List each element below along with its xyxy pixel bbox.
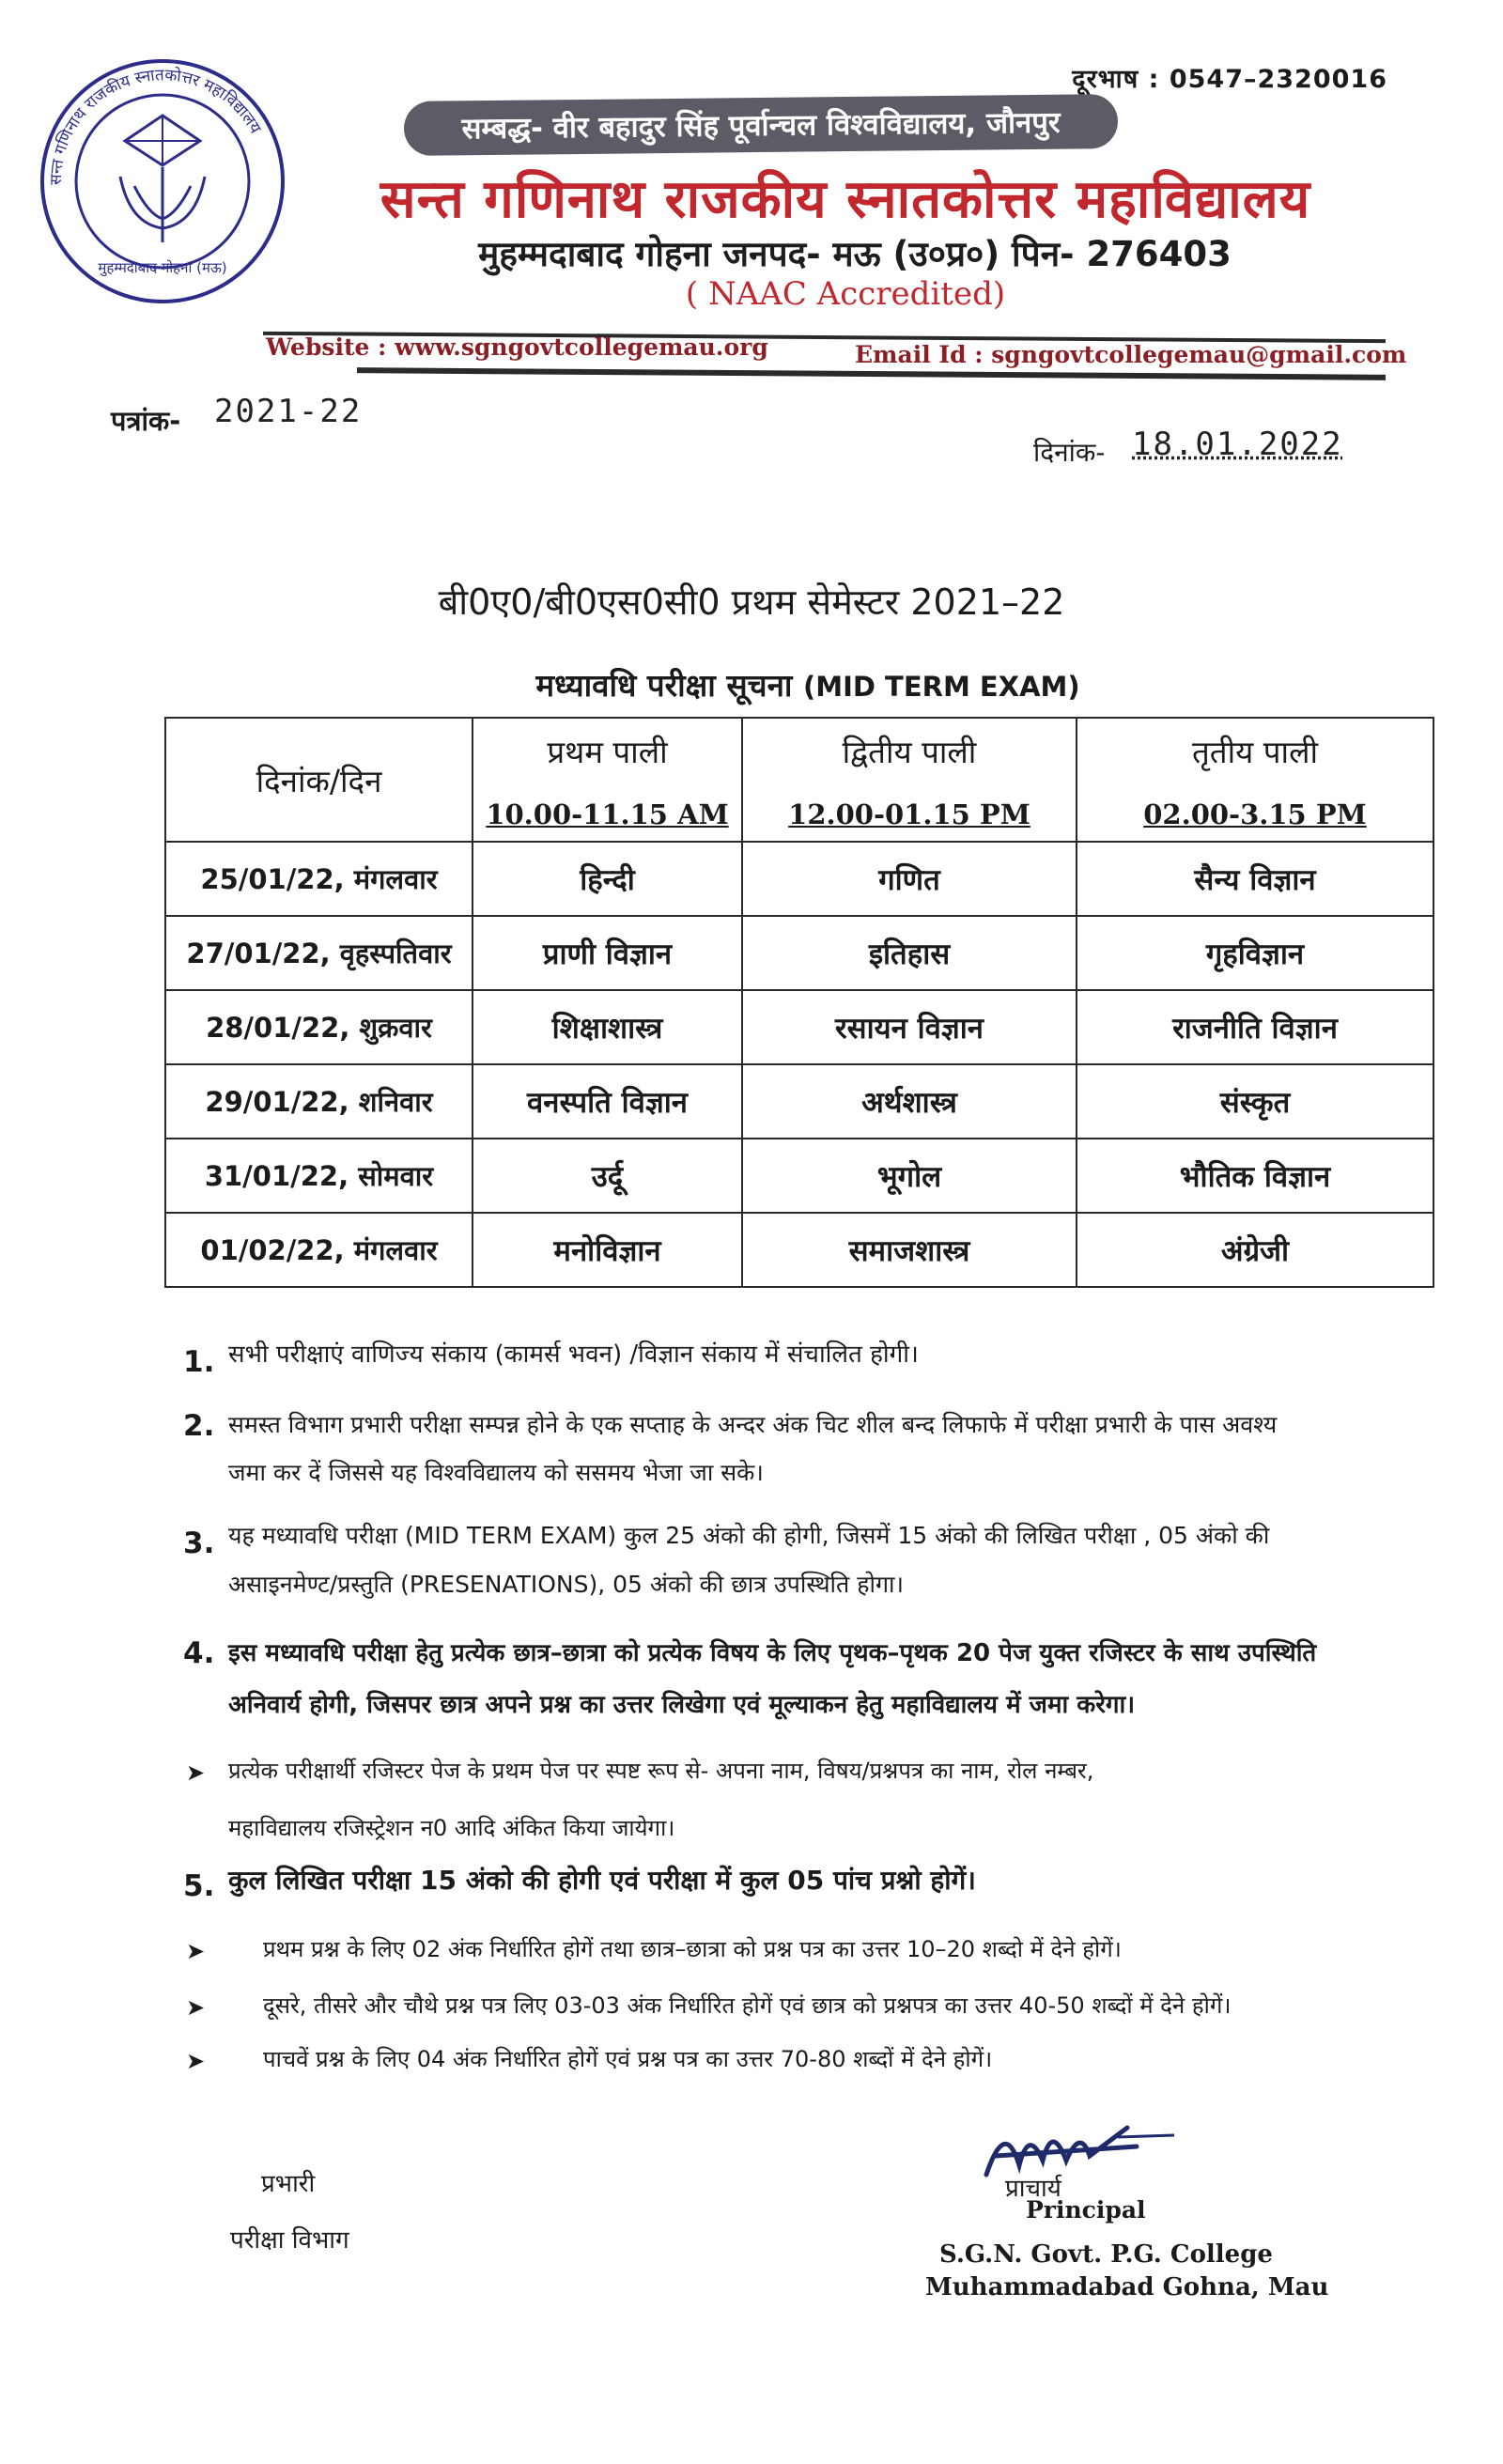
third-shift-subject: राजनीति विज्ञान (1077, 990, 1433, 1064)
shift-name: प्रथम पाली (547, 733, 668, 770)
bullet-arrow-icon: ➤ (186, 1938, 206, 1964)
bullet-arrow-icon: ➤ (186, 1759, 206, 1786)
reference-label: पत्रांक- (111, 405, 181, 437)
notice-title-hindi: मध्यावधि परीक्षा सूचना (535, 667, 793, 704)
note-2-line-2: जमा कर दें जिससे यह विश्वविद्यालय को ससमय भेजा जा सके। (228, 1459, 764, 1486)
college-name-english: S.G.N. Govt. P.G. College (939, 2240, 1273, 2269)
second-shift-subject: समाजशास्त्र (742, 1213, 1077, 1287)
incharge-label: प्रभारी (261, 2170, 316, 2198)
college-name: सन्त गणिनाथ राजकीय स्नातकोत्तर महाविद्यालय (380, 169, 1311, 230)
note-number: 4. (183, 1636, 215, 1670)
first-shift-subject: हिन्दी (473, 842, 742, 916)
third-shift-subject: संस्कृत (1077, 1064, 1433, 1139)
header-first-shift (473, 718, 742, 842)
first-shift-subject: प्राणी विज्ञान (473, 916, 742, 990)
bullet-1-line-1: प्रत्येक परीक्षार्थी रजिस्टर पेज के प्रथम पेज पर स्पष्ट रूप से- अपना नाम, विषय/प्रश्नपत्र का नाम, रोल नम्बर, (228, 1758, 1094, 1784)
shift-name: तृतीय पाली (1191, 733, 1318, 770)
row-date: 31/01/22, सोमवार (165, 1139, 473, 1213)
college-address: मुहम्मदाबाद गोहना जनपद- मऊ (उ०प्र०) पिन- 276403 (478, 234, 1232, 274)
semester-title: बी0ए0/बी0एस0सी0 प्रथम सेमेस्टर 2021–22 (438, 581, 1065, 623)
row-date: 27/01/22, वृहस्पतिवार (165, 916, 473, 990)
first-shift-subject: मनोविज्ञान (473, 1213, 742, 1287)
shift-time: 10.00-11.15 AM (486, 798, 729, 830)
note-2-line-1: समस्त विभाग प्रभारी परीक्षा सम्पन्न होने के एक सप्ताह के अन्दर अंक चिट शील बन्द लिफाफे में परीक्षा प्रभारी के पास अवश्य (228, 1411, 1278, 1438)
table-row (165, 842, 1433, 916)
row-date: 28/01/22, शुक्रवार (165, 990, 473, 1064)
note-number: 2. (183, 1409, 215, 1443)
svg-text:मुहम्मदाबाद गोहना (मऊ): मुहम्मदाबाद गोहना (मऊ) (98, 259, 227, 276)
header-third-shift (1077, 718, 1433, 842)
third-shift-subject: अंग्रेजी (1077, 1213, 1433, 1287)
reference-number: 2021-22 (214, 393, 363, 430)
table-row (165, 916, 1433, 990)
note-1: सभी परीक्षाएं वाणिज्य संकाय (कामर्स भवन) /विज्ञान संकाय में संचालित होगी। (228, 1340, 919, 1369)
notice-title-english: (MID TERM EXAM) (802, 671, 1080, 703)
header-second-shift (742, 718, 1077, 842)
header-date-day: दिनांक/दिन (165, 718, 473, 842)
bullet-arrow-icon: ➤ (186, 1994, 206, 2021)
bullet-2: प्रथम प्रश्न के लिए 02 अंक निर्धारित होगें तथा छात्र–छात्रा को प्रश्न पत्र का उत्तर 10–20 शब्दो में देने होगें। (263, 1936, 1122, 1962)
bullet-arrow-icon: ➤ (186, 2048, 206, 2074)
note-3-line-1: यह मध्यावधि परीक्षा (MID TERM EXAM) कुल 25 अंको की होगी, जिसमें 15 अंको की लिखित परीक्षा , 05 अंको की (228, 1522, 1270, 1549)
note-5: कुल लिखित परीक्षा 15 अंको की होगी एवं परीक्षा में कुल 05 पांच प्रश्नो होगें। (228, 1865, 976, 1896)
table-row (165, 990, 1433, 1064)
second-shift-subject: गणित (742, 842, 1077, 916)
bullet-1-line-2: महाविद्यालय रजिस्ट्रेशन न0 आदि अंकित किया जायेगा। (228, 1815, 675, 1841)
table-row (165, 1213, 1433, 1287)
bullet-4: पाचवें प्रश्न के लिए 04 अंक निर्धारित होगें एवं प्रश्न पत्र का उत्तर 70-80 शब्दों में देने होगें। (263, 2046, 993, 2072)
row-date: 29/01/22, शनिवार (165, 1064, 473, 1139)
letter-date: 18.01.2022 (1132, 426, 1343, 463)
third-shift-subject: सैन्य विज्ञान (1077, 842, 1433, 916)
principal-title-english: Principal (1026, 2196, 1146, 2224)
exam-department-label: परीक्षा विभाग (230, 2226, 349, 2255)
phone-number: दूरभाष : 0547–2320016 (1072, 65, 1387, 94)
table-row (165, 1064, 1433, 1139)
affiliation-banner: सम्बद्ध- वीर बहादुर सिंह पूर्वान्चल विश्वविद्यालय, जौनपुर (404, 94, 1119, 156)
note-number: 3. (183, 1526, 215, 1560)
note-3-line-2: असाइनमेण्ट/प्रस्तुति (PRESENATIONS), 05 अंको की छात्र उपस्थिति होगा। (228, 1571, 905, 1598)
naac-accreditation: ( NAAC Accredited) (685, 275, 1006, 313)
second-shift-subject: भूगोल (742, 1139, 1077, 1213)
row-date: 01/02/22, मंगलवार (165, 1213, 473, 1287)
note-number: 5. (183, 1869, 215, 1903)
email-link[interactable]: Email Id : sgngovtcollegemau@gmail.com (855, 341, 1407, 368)
third-shift-subject: गृहविज्ञान (1077, 916, 1433, 990)
table-row (165, 1139, 1433, 1213)
note-number: 1. (183, 1345, 215, 1379)
shift-time: 02.00-3.15 PM (1143, 798, 1367, 830)
row-date: 25/01/22, मंगलवार (165, 842, 473, 916)
first-shift-subject: उर्दू (473, 1139, 742, 1213)
note-4-line-1: इस मध्यावधि परीक्षा हेतु प्रत्येक छात्र–छात्रा को प्रत्येक विषय के लिए पृथक–पृथक 20 पेज युक्त रजिस्टर के साथ उपस्थिति (228, 1639, 1317, 1667)
exam-schedule-table (164, 717, 1434, 1288)
shift-name: द्वितीय पाली (842, 733, 977, 770)
first-shift-subject: शिक्षाशास्त्र (473, 990, 742, 1064)
second-shift-subject: रसायन विज्ञान (742, 990, 1077, 1064)
third-shift-subject: भौतिक विज्ञान (1077, 1139, 1433, 1213)
header-rule-bottom (357, 367, 1386, 380)
second-shift-subject: अर्थशास्त्र (742, 1064, 1077, 1139)
note-4-line-2: अनिवार्य होगी, जिसपर छात्र अपने प्रश्न का उत्तर लिखेगा एवं मूल्याकन हेतु महाविद्यालय में जमा करेगा। (228, 1691, 1136, 1719)
college-seal-logo (36, 54, 289, 308)
shift-time: 12.00-01.15 PM (788, 798, 1030, 830)
svg-text:सन्त गणिनाथ राजकीय स्नातकोत्तर: सन्त गणिनाथ राजकीय स्नातकोत्तर महाविद्यालय (46, 66, 265, 186)
first-shift-subject: वनस्पति विज्ञान (473, 1064, 742, 1139)
notice-title (470, 663, 1146, 705)
date-label: दिनांक- (1033, 437, 1106, 468)
table-header-row (165, 718, 1433, 842)
website-link[interactable]: Website : www.sgngovtcollegemau.org (266, 333, 768, 361)
principal-title-hindi: प्राचार्य (1005, 2175, 1061, 2203)
college-place-english: Muhammadabad Gohna, Mau (925, 2273, 1329, 2301)
bullet-3: दूसरे, तीसरे और चौथे प्रश्न पत्र लिए 03-03 अंक निर्धारित होगें एवं छात्र को प्रश्नपत्र का उत्तर 40-50 शब्दों में देने होगें। (263, 1992, 1232, 2019)
second-shift-subject: इतिहास (742, 916, 1077, 990)
